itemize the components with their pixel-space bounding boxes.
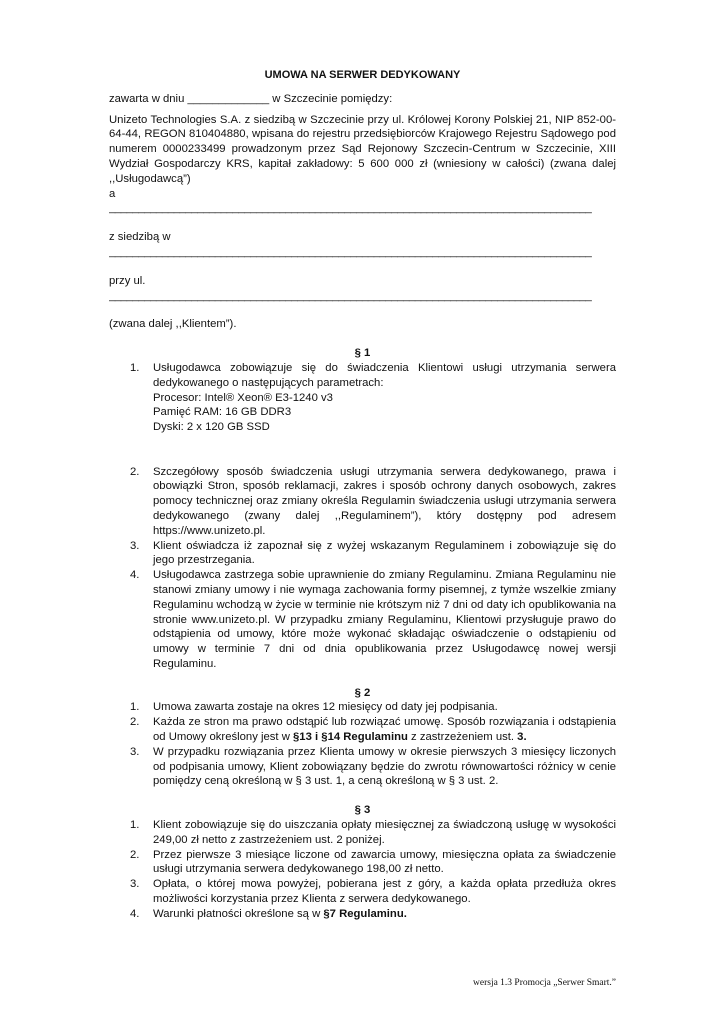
item-text: Klient zobowiązuje się do uiszczania opłaty miesięcznej za świadczoną usługę w wysokości 249,00 zł netto z zastrzeżeniem ust. 2 poniżej. [153,819,616,846]
client-seat-blank: __________________________________________________________________________________ [109,245,592,258]
item-text-continued: z zastrzeżeniem ust. [407,731,518,744]
section-1-heading: § 1 [354,347,371,360]
date-line: zawarta w dniu _____________ w Szczecinie pomiędzy: [109,92,393,105]
section-1-list [109,361,616,672]
item-number: 2. [130,848,140,861]
item-text: Klient oświadcza iż zapoznał się z wyżej wskazanym Regulaminem i zobowiązuje się do jego przestrzegania. [153,539,616,567]
provider-description: Unizeto Technologies S.A. z siedzibą w Szczecinie przy ul. Królowej Korony Polskiej 21, NIP 852-00-64-44, REGON 810404880, wpisana do rejestru przedsiębiorców Krajowego Rejestru Sądowego pod numerem 0000233499 prowadzonym przez Sąd Rejonowy Szczecin-Centrum w Szczecinie, XIII Wydział Gospodarczy KRS, kapitał zakładowy: 5 600 000 zł (wniesiony w całości) (zwana dalej ,,Usługodawcą”) [109,113,616,185]
item-text: Szczegółowy sposób świadczenia usługi utrzymania serwera dedykowanego, prawa i obowiązki Stron, sposób reklamacji, zakres i sposób ochrony danych osobowych, zakres pomocy technicznej oraz zmiany określa Regulamin świadczenia usługi utrzymania serwera dedykowanego (zwany dalej ,,Regulaminem”), który dostępny pod adresem https://www.unizeto.pl. [153,465,616,537]
client-street-blank: __________________________________________________________________________________ [109,289,592,302]
item-number: 3. [130,539,140,552]
clause-reference: 3. [517,731,527,744]
section-1-item-2 [109,465,616,539]
section-1-item-1 [109,361,616,465]
section-1-item-4 [109,568,616,672]
spec-ram: Pamięć RAM: 16 GB DDR3 [153,406,292,419]
item-text: Usługodawca zobowiązuje się do świadczenia Klientowi usługi utrzymania serwera dedykowanego o następujących parametrach: [153,361,616,389]
regulation-reference: §7 Regulaminu. [323,907,407,920]
item-text: Usługodawca zastrzega sobie uprawnienie do zmiany Regulaminu. Zmiana Regulaminu nie stanowi zmiany umowy i nie wymaga zachowania formy pisemnej, z tymże wszelkie zmiany Regulaminu wchodzą w życie w terminie nie krótszym niż 7 dni od daty ich opublikowania na stronie www.unizeto.pl. W przypadku zmiany Regulaminu, Klientowi przysługuje prawo do odstąpienia od umowy, które może wykonać składając oświadczenie o odstąpieniu od umowy w terminie 7 dni od dnia opublikowania przez Usługodawcę nowej wersji Regulaminu. [153,569,616,670]
section-3-heading: § 3 [354,804,371,817]
item-number: 4. [130,907,140,920]
item-text: Każda ze stron ma prawo odstąpić lub rozwiązać umowę. Sposób rozwiązania i odstąpienia od Umowy określony jest w [153,716,616,744]
section-2-item-3 [109,745,616,789]
item-text: Opłata, o której mowa powyżej, pobierana jest z góry, a każda opłata przedłuża okres możliwości korzystania przez Klienta z serwera dedykowanego. [153,878,616,906]
section-2-list [109,700,616,789]
document-body [109,68,616,922]
section-3-item-2 [109,848,616,878]
section-2-item-2 [109,715,616,745]
conjunction-and: a [109,187,116,200]
section-2-heading: § 2 [354,686,371,699]
item-number: 2. [130,716,140,729]
section-3-item-1 [109,818,616,848]
item-number: 1. [130,701,140,714]
item-number: 3. [130,878,140,891]
client-street-label: przy ul. [109,274,146,287]
document-title: UMOWA NA SERWER DEDYKOWANY [264,69,461,81]
section-1-item-3 [109,539,616,569]
item-text: W przypadku rozwiązania przez Klienta umowy w okresie pierwszych 3 miesięcy liczonych od podpisania umowy, Klient zobowiązany będzie do zwrotu równowartości różnicy w cenie pomiędzy ceną określoną w § 3 ust. 1, a ceną określoną w § 3 ust. 2. [153,745,616,788]
client-seat-label: z siedzibą w [109,231,171,244]
item-number: 1. [130,819,140,832]
item-number: 1. [130,361,140,374]
item-text: Przez pierwsze 3 miesiące liczone od zawarcia umowy, miesięczna opłata za świadczenie usługi utrzymania serwera dedykowanego 198,00 zł netto. [153,848,616,876]
section-3-item-3 [109,877,616,907]
spec-disk: Dyski: 2 x 120 GB SSD [153,421,270,434]
item-number: 2. [130,465,140,478]
item-number: 4. [130,569,140,582]
version-footer: wersja 1.3 Promocja „Serwer Smart.” [473,978,616,988]
client-definition: (zwana dalej ,,Klientem”). [109,318,237,331]
item-number: 3. [130,745,140,758]
client-name-blank: __________________________________________________________________________________ [109,202,592,215]
section-3-list [109,818,616,922]
section-2-item-1 [109,700,616,715]
section-3-item-4 [109,907,616,922]
spec-cpu: Procesor: Intel® Xeon® E3-1240 v3 [153,391,333,404]
item-text: Umowa zawarta zostaje na okres 12 miesięcy od daty jej podpisania. [153,701,498,714]
regulation-reference: §13 i §14 Regulaminu [293,731,408,744]
item-text: Warunki płatności określone są w [153,907,324,920]
